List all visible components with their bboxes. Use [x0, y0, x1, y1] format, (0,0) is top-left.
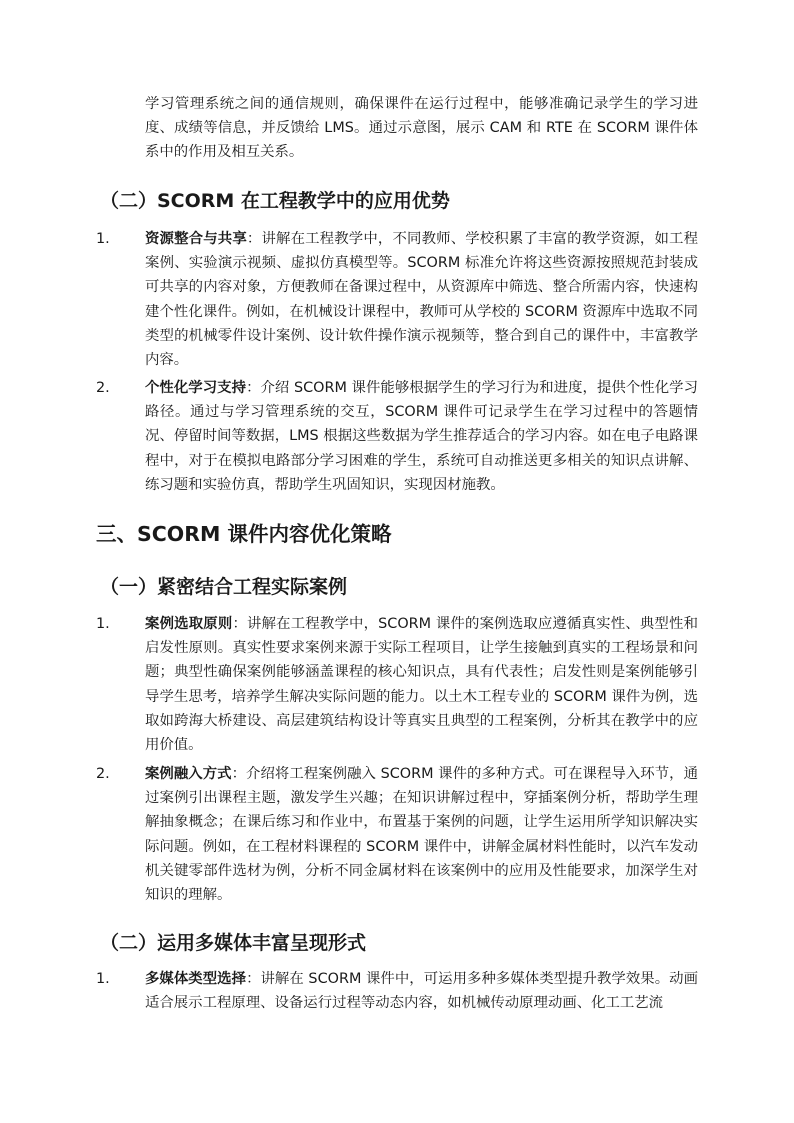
list-item-term: 案例融入方式	[145, 766, 232, 782]
list-item-number: 2.	[96, 766, 110, 782]
section-heading-multimedia: （二）运用多媒体丰富呈现形式	[100, 932, 367, 954]
list-item	[96, 227, 698, 372]
list-item-text: ：讲解在 SCORM 课件中，可运用多种多媒体类型提升教学效果。动画适合展示工程原理、设备运行过程等动态内容，如机械传动原理动画、化工工艺流	[145, 971, 698, 1012]
list-item-text: ：介绍 SCORM 课件能够根据学生的学习行为和进度，提供个性化学习路径。通过与学习管理系统的交互，SCORM 课件可记录学生在学习过程中的答题情况、停留时间等数据，LMS 根据这些数据为学生推荐适合的学习内容。如在电子电路课程中，对于在模拟电路部分学习困难的学生，系统可自动推送更多相关的知识点讲解、练习题和实验仿真，帮助学生巩固知识，实现因材施教。	[145, 380, 698, 493]
list-item-body	[145, 376, 698, 497]
list-item-number: 1.	[96, 971, 110, 987]
section-heading-optimization-strategy: 三、SCORM 课件内容优化策略	[96, 522, 392, 546]
list-item-body	[145, 762, 698, 907]
list-item-text: ：讲解在工程教学中，不同教师、学校积累了丰富的教学资源，如工程案例、实验演示视频、虚拟仿真模型等。SCORM 标准允许将这些资源按照规范封装成可共享的内容对象，方便教师在备课过程中，从资源库中筛选、整合所需内容，快速构建个性化课件。例如，在机械设计课程中，教师可从学校的 SCORM 资源库中选取不同类型的机械零件设计案例、设计软件操作演示视频等，整合到自己的课件中，丰富教学内容。	[145, 231, 698, 369]
list-item-text: ：讲解在工程教学中，SCORM 课件的案例选取应遵循真实性、典型性和启发性原则。真实性要求案例来源于实际工程项目，让学生接触到真实的工程场景和问题；典型性确保案例能够涵盖课程的核心知识点，具有代表性；启发性则是案例能够引导学生思考，培养学生解决实际问题的能力。以土木工程专业的 SCORM 课件为例，选取如跨海大桥建设、高层建筑结构设计等真实且典型的工程案例，分析其在教学中的应用价值。	[145, 616, 698, 754]
list-item-text: ：介绍将工程案例融入 SCORM 课件的多种方式。可在课程导入环节，通过案例引出课程主题，激发学生兴趣；在知识讲解过程中，穿插案例分析，帮助学生理解抽象概念；在课后练习和作业中，布置基于案例的问题，让学生运用所学知识解决实际问题。例如，在工程材料课程的 SCORM 课件中，讲解金属材料性能时，以汽车发动机关键零部件选材为例，分析不同金属材料在该案例中的应用及性能要求，加深学生对知识的理解。	[145, 766, 698, 904]
list-item-body	[145, 612, 698, 757]
intro-paragraph: 学习管理系统之间的通信规则，确保课件在运行过程中，能够准确记录学生的学习进度、成绩等信息，并反馈给 LMS。通过示意图，展示 CAM 和 RTE 在 SCORM 课件体系中的作用及相互关系。	[145, 96, 698, 161]
list-item-number: 1.	[96, 231, 110, 247]
list-item	[96, 967, 698, 1015]
section-heading-scorm-advantages: （二）SCORM 在工程教学中的应用优势	[100, 190, 450, 212]
list-item	[96, 612, 698, 757]
list-item-number: 2.	[96, 380, 110, 396]
list-item-term: 案例选取原则	[145, 616, 233, 632]
list-item-body	[145, 967, 698, 1015]
list-item-number: 1.	[96, 616, 110, 632]
list-item-body	[145, 227, 698, 372]
list-item-term: 资源整合与共享	[145, 231, 247, 247]
list-item	[96, 762, 698, 907]
section-heading-engineering-cases: （一）紧密结合工程实际案例	[100, 576, 348, 598]
list-item	[96, 376, 698, 497]
list-item-term: 多媒体类型选择	[145, 971, 247, 987]
list-item-term: 个性化学习支持	[145, 380, 247, 396]
